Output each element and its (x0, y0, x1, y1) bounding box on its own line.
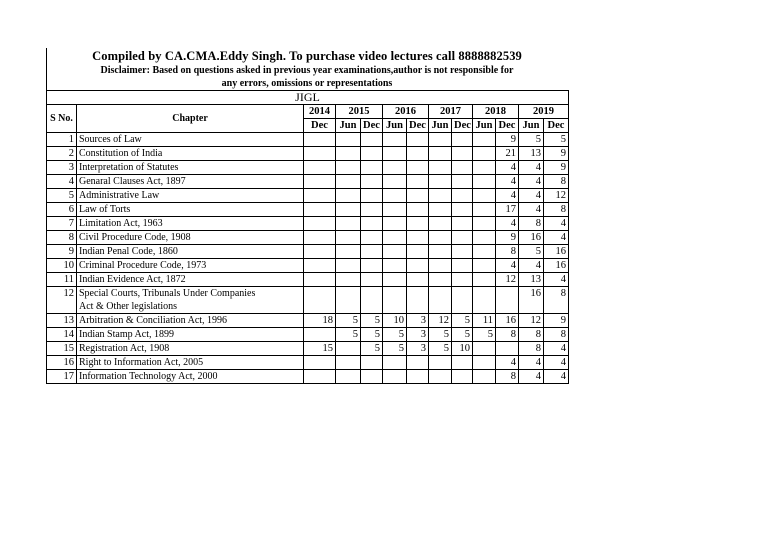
marks-cell (304, 328, 336, 342)
marks-cell: 16 (519, 231, 544, 245)
compiler-title: Compiled by CA.CMA.Eddy Singh. To purchase video lectures call 8888882539 (92, 49, 522, 63)
marks-cell: 12 (519, 314, 544, 328)
row-chapter: Special Courts, Tribunals Under Companies (77, 287, 304, 301)
table-row-continuation (47, 300, 569, 314)
marks-cell: 3 (407, 328, 429, 342)
marks-cell (361, 370, 383, 384)
marks-cell: 9 (496, 231, 519, 245)
marks-cell: 4 (519, 203, 544, 217)
row-sno: 10 (47, 259, 77, 273)
sno-header: S No. (47, 105, 77, 133)
marks-cell (429, 356, 452, 370)
marks-cell: 5 (519, 245, 544, 259)
marks-cell (407, 259, 429, 273)
marks-cell: 8 (544, 175, 569, 189)
marks-cell (473, 147, 496, 161)
marks-cell: 4 (519, 175, 544, 189)
row-sno: 5 (47, 189, 77, 203)
disclaimer-line-2: any errors, omissions or representations (221, 78, 393, 89)
marks-cell (407, 175, 429, 189)
marks-cell (407, 203, 429, 217)
marks-cell (383, 161, 407, 175)
marks-cell (452, 287, 473, 301)
marks-cell: 5 (383, 328, 407, 342)
marks-cell: 21 (496, 147, 519, 161)
marks-cell: 15 (304, 342, 336, 356)
session-header: Dec (361, 119, 383, 133)
marks-cell (304, 147, 336, 161)
marks-cell (336, 287, 361, 301)
marks-cell (407, 287, 429, 301)
jigl-question-table (46, 90, 569, 384)
marks-cell (383, 259, 407, 273)
marks-cell (473, 217, 496, 231)
year-header: 2017 (429, 105, 473, 119)
table-row (47, 161, 569, 175)
session-header: Jun (336, 119, 361, 133)
marks-cell: 9 (496, 133, 519, 147)
marks-cell: 16 (496, 314, 519, 328)
row-chapter: Sources of Law (77, 133, 304, 147)
row-chapter: Administrative Law (77, 189, 304, 203)
marks-cell: 18 (304, 314, 336, 328)
marks-cell (407, 273, 429, 287)
marks-cell (473, 133, 496, 147)
marks-cell (383, 189, 407, 203)
marks-cell (452, 356, 473, 370)
marks-cell (304, 133, 336, 147)
row-chapter: Information Technology Act, 2000 (77, 370, 304, 384)
marks-cell (361, 273, 383, 287)
row-chapter: Limitation Act, 1963 (77, 217, 304, 231)
table-row (47, 370, 569, 384)
marks-cell-empty (304, 300, 336, 314)
marks-cell: 8 (519, 328, 544, 342)
marks-cell (336, 175, 361, 189)
marks-cell (304, 203, 336, 217)
marks-cell: 5 (361, 314, 383, 328)
marks-cell: 4 (496, 356, 519, 370)
marks-cell (361, 161, 383, 175)
marks-cell (429, 273, 452, 287)
row-chapter: Criminal Procedure Code, 1973 (77, 259, 304, 273)
marks-cell (473, 370, 496, 384)
marks-cell: 16 (519, 287, 544, 301)
marks-cell: 4 (519, 161, 544, 175)
marks-cell-empty (496, 300, 519, 314)
marks-cell-empty (519, 300, 544, 314)
row-chapter: Genaral Clauses Act, 1897 (77, 175, 304, 189)
marks-cell: 4 (519, 370, 544, 384)
marks-cell (304, 231, 336, 245)
marks-cell (383, 356, 407, 370)
row-sno: 11 (47, 273, 77, 287)
marks-cell: 9 (544, 161, 569, 175)
marks-cell: 5 (473, 328, 496, 342)
table-row (47, 203, 569, 217)
session-header: Dec (452, 119, 473, 133)
marks-cell (407, 217, 429, 231)
session-header: Jun (383, 119, 407, 133)
marks-cell (361, 245, 383, 259)
marks-cell: 8 (519, 217, 544, 231)
marks-cell (496, 287, 519, 301)
marks-cell (429, 245, 452, 259)
marks-cell: 5 (361, 328, 383, 342)
table-row (47, 231, 569, 245)
marks-cell: 4 (519, 189, 544, 203)
session-header: Dec (544, 119, 569, 133)
marks-cell (383, 273, 407, 287)
year-header: 2016 (383, 105, 429, 119)
marks-cell (429, 147, 452, 161)
marks-cell (407, 245, 429, 259)
marks-cell-empty (383, 300, 407, 314)
marks-cell (473, 259, 496, 273)
marks-cell (452, 231, 473, 245)
row-chapter: Constitution of India (77, 147, 304, 161)
marks-cell-empty (361, 300, 383, 314)
marks-cell (452, 217, 473, 231)
marks-cell (361, 175, 383, 189)
marks-cell: 5 (519, 133, 544, 147)
table-row (47, 328, 569, 342)
marks-cell (361, 189, 383, 203)
marks-cell: 4 (496, 175, 519, 189)
marks-cell (383, 231, 407, 245)
marks-cell (304, 245, 336, 259)
table-row (47, 314, 569, 328)
marks-cell (452, 133, 473, 147)
marks-cell: 3 (407, 342, 429, 356)
marks-cell: 4 (544, 342, 569, 356)
marks-cell: 12 (429, 314, 452, 328)
marks-cell (429, 133, 452, 147)
marks-cell (473, 356, 496, 370)
marks-cell (383, 175, 407, 189)
row-sno: 12 (47, 287, 77, 301)
marks-cell (361, 133, 383, 147)
marks-cell (407, 370, 429, 384)
session-header: Jun (519, 119, 544, 133)
row-chapter: Indian Penal Code, 1860 (77, 245, 304, 259)
marks-cell: 8 (544, 328, 569, 342)
marks-cell: 4 (496, 161, 519, 175)
session-header: Jun (473, 119, 496, 133)
marks-cell (429, 189, 452, 203)
marks-cell (452, 161, 473, 175)
marks-cell (407, 147, 429, 161)
chapter-header: Chapter (77, 105, 304, 133)
table-row (47, 175, 569, 189)
row-sno: 7 (47, 217, 77, 231)
row-sno: 9 (47, 245, 77, 259)
row-sno: 13 (47, 314, 77, 328)
marks-cell: 8 (544, 287, 569, 301)
marks-cell (473, 175, 496, 189)
marks-cell-empty (407, 300, 429, 314)
marks-cell (361, 259, 383, 273)
table-row (47, 273, 569, 287)
marks-cell (383, 133, 407, 147)
marks-cell: 5 (429, 342, 452, 356)
marks-cell (429, 203, 452, 217)
marks-cell (452, 245, 473, 259)
row-sno: 8 (47, 231, 77, 245)
marks-cell (473, 273, 496, 287)
table-row (47, 133, 569, 147)
marks-cell (336, 217, 361, 231)
marks-cell (336, 203, 361, 217)
marks-cell-empty (429, 300, 452, 314)
marks-cell (496, 342, 519, 356)
marks-cell (407, 189, 429, 203)
marks-cell (429, 287, 452, 301)
marks-cell: 5 (452, 314, 473, 328)
marks-cell: 5 (544, 133, 569, 147)
year-header: 2014 (304, 105, 336, 119)
marks-cell (452, 273, 473, 287)
marks-cell (429, 175, 452, 189)
marks-cell: 8 (519, 342, 544, 356)
marks-cell: 11 (473, 314, 496, 328)
marks-cell (336, 189, 361, 203)
marks-cell: 5 (383, 342, 407, 356)
marks-cell: 4 (496, 259, 519, 273)
marks-cell (304, 189, 336, 203)
marks-cell (336, 231, 361, 245)
marks-cell: 9 (544, 147, 569, 161)
marks-cell: 12 (544, 189, 569, 203)
marks-cell: 10 (383, 314, 407, 328)
marks-cell-empty (452, 300, 473, 314)
row-sno: 17 (47, 370, 77, 384)
marks-cell (304, 259, 336, 273)
row-chapter: Interpretation of Statutes (77, 161, 304, 175)
marks-cell: 4 (544, 273, 569, 287)
marks-cell (383, 245, 407, 259)
marks-cell (336, 370, 361, 384)
marks-cell (452, 175, 473, 189)
marks-cell (336, 342, 361, 356)
marks-cell: 5 (336, 328, 361, 342)
row-sno: 2 (47, 147, 77, 161)
marks-cell (383, 217, 407, 231)
row-sno: 6 (47, 203, 77, 217)
marks-cell-empty (473, 300, 496, 314)
table-row (47, 259, 569, 273)
row-chapter-continued: Act & Other legislations (77, 300, 304, 314)
marks-cell (361, 356, 383, 370)
marks-cell (361, 147, 383, 161)
marks-cell (336, 356, 361, 370)
marks-cell (473, 231, 496, 245)
marks-cell (407, 161, 429, 175)
marks-cell: 13 (519, 273, 544, 287)
marks-cell: 10 (452, 342, 473, 356)
marks-cell (473, 245, 496, 259)
marks-cell: 3 (407, 314, 429, 328)
marks-cell-empty (336, 300, 361, 314)
marks-cell: 4 (544, 231, 569, 245)
row-sno: 16 (47, 356, 77, 370)
row-sno: 1 (47, 133, 77, 147)
marks-cell: 13 (519, 147, 544, 161)
marks-cell: 4 (519, 259, 544, 273)
marks-cell: 4 (519, 356, 544, 370)
marks-cell: 8 (496, 370, 519, 384)
marks-cell (304, 217, 336, 231)
marks-cell (473, 287, 496, 301)
table-row (47, 147, 569, 161)
marks-cell (407, 356, 429, 370)
marks-cell: 8 (496, 245, 519, 259)
marks-cell (473, 189, 496, 203)
marks-cell: 16 (544, 245, 569, 259)
group-title: JIGL (47, 91, 569, 105)
session-header: Dec (496, 119, 519, 133)
marks-cell: 5 (452, 328, 473, 342)
year-header: 2018 (473, 105, 519, 119)
marks-cell (383, 370, 407, 384)
marks-cell (336, 161, 361, 175)
row-sno: 4 (47, 175, 77, 189)
marks-cell (473, 342, 496, 356)
marks-cell (336, 259, 361, 273)
row-chapter: Arbitration & Conciliation Act, 1996 (77, 314, 304, 328)
marks-cell (407, 231, 429, 245)
marks-cell: 5 (361, 342, 383, 356)
marks-cell (429, 161, 452, 175)
marks-cell (452, 147, 473, 161)
disclaimer-line-1: Disclaimer: Based on questions asked in previous year examinations,author is not responsible for (100, 65, 514, 76)
marks-cell: 8 (544, 203, 569, 217)
marks-cell-empty (544, 300, 569, 314)
row-sno: 3 (47, 161, 77, 175)
session-header: Dec (304, 119, 336, 133)
marks-cell (452, 370, 473, 384)
marks-cell (336, 273, 361, 287)
marks-cell (304, 175, 336, 189)
marks-cell: 5 (429, 328, 452, 342)
row-chapter: Indian Evidence Act, 1872 (77, 273, 304, 287)
marks-cell (429, 217, 452, 231)
table-row (47, 287, 569, 301)
document-header (46, 49, 568, 90)
marks-cell (383, 287, 407, 301)
marks-cell (383, 203, 407, 217)
marks-cell (336, 133, 361, 147)
table-row (47, 356, 569, 370)
marks-cell (361, 231, 383, 245)
marks-cell (336, 147, 361, 161)
marks-cell: 17 (496, 203, 519, 217)
marks-cell (361, 203, 383, 217)
table-row (47, 217, 569, 231)
marks-cell (304, 370, 336, 384)
marks-cell (473, 161, 496, 175)
row-sno-empty (47, 300, 77, 314)
marks-cell (452, 259, 473, 273)
year-header: 2015 (336, 105, 383, 119)
marks-cell (304, 161, 336, 175)
marks-cell (452, 189, 473, 203)
marks-cell: 16 (544, 259, 569, 273)
marks-cell (452, 203, 473, 217)
session-header: Jun (429, 119, 452, 133)
marks-cell (336, 245, 361, 259)
table-row (47, 189, 569, 203)
marks-cell (304, 356, 336, 370)
marks-cell: 9 (544, 314, 569, 328)
marks-cell (361, 287, 383, 301)
marks-cell (429, 231, 452, 245)
marks-cell (304, 273, 336, 287)
row-chapter: Civil Procedure Code, 1908 (77, 231, 304, 245)
marks-cell (383, 147, 407, 161)
marks-cell (429, 370, 452, 384)
marks-cell (407, 133, 429, 147)
table-row (47, 342, 569, 356)
marks-cell: 5 (336, 314, 361, 328)
row-sno: 14 (47, 328, 77, 342)
marks-cell: 4 (544, 370, 569, 384)
marks-cell: 12 (496, 273, 519, 287)
session-header: Dec (407, 119, 429, 133)
marks-cell (304, 287, 336, 301)
marks-cell: 4 (544, 217, 569, 231)
marks-cell: 8 (496, 328, 519, 342)
marks-cell (429, 259, 452, 273)
marks-cell: 4 (496, 189, 519, 203)
row-sno: 15 (47, 342, 77, 356)
row-chapter: Registration Act, 1908 (77, 342, 304, 356)
marks-cell (473, 203, 496, 217)
year-header: 2019 (519, 105, 569, 119)
marks-cell (361, 217, 383, 231)
row-chapter: Right to Information Act, 2005 (77, 356, 304, 370)
row-chapter: Indian Stamp Act, 1899 (77, 328, 304, 342)
marks-cell: 4 (496, 217, 519, 231)
row-chapter: Law of Torts (77, 203, 304, 217)
table-row (47, 245, 569, 259)
marks-cell: 4 (544, 356, 569, 370)
